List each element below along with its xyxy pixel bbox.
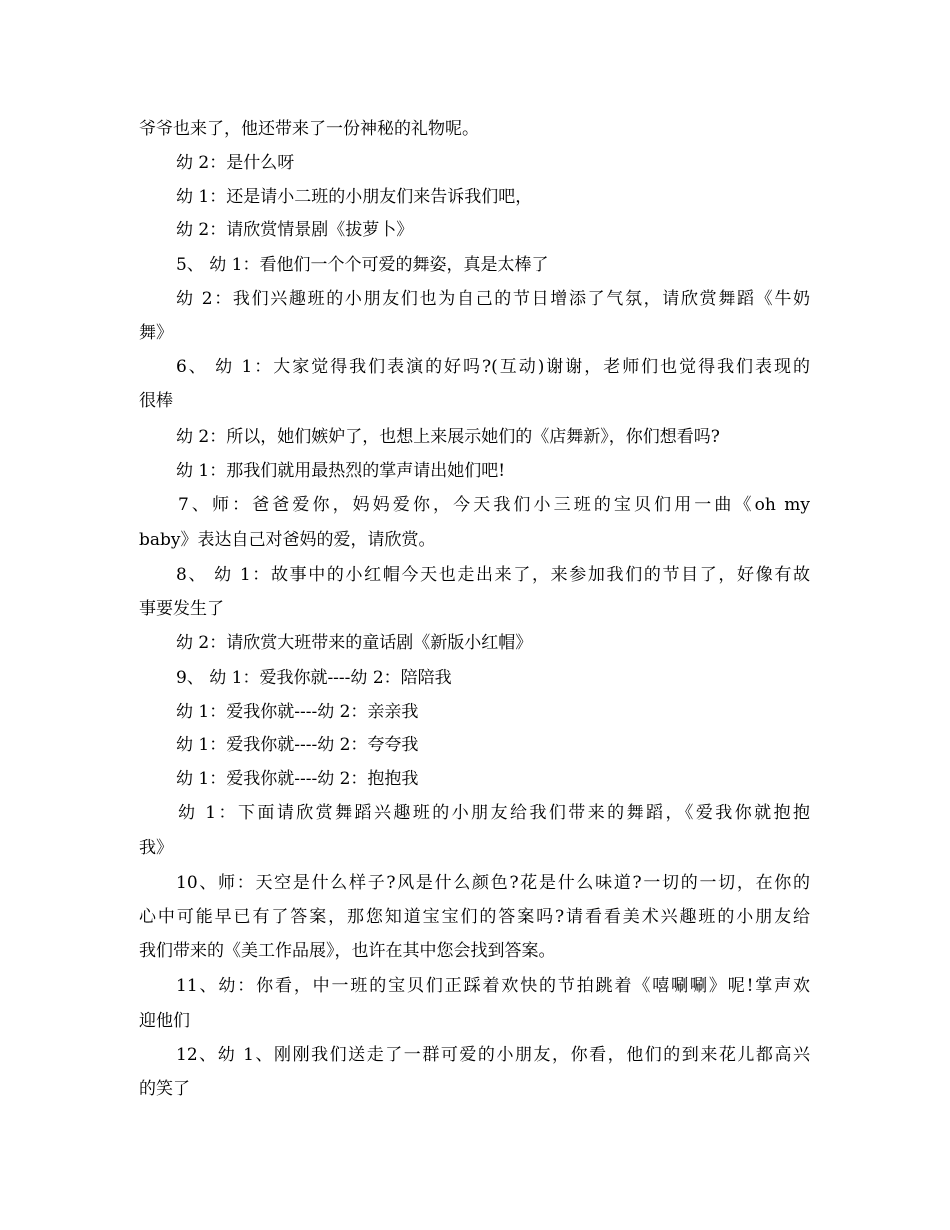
text-line: 迎他们 xyxy=(139,1011,190,1031)
text-line: 的笑了 xyxy=(139,1079,190,1099)
text-line: 幼 1：下面请欣赏舞蹈兴趣班的小朋友给我们带来的舞蹈，《爱我你就抱抱 xyxy=(178,803,810,823)
text-line: 心中可能早已有了答案，那您知道宝宝们的答案吗?请看看美术兴趣班的小朋友给 xyxy=(139,907,810,927)
text-line: 我》 xyxy=(139,838,173,858)
text-line: 8、 幼 1：故事中的小红帽今天也走出来了，来参加我们的节目了，好像有故 xyxy=(176,565,810,585)
text-line: 幼 2：请欣赏情景剧《拔萝卜》 xyxy=(176,220,414,240)
text-line: 5、 幼 1：看他们一个个可爱的舞姿，真是太棒了 xyxy=(176,255,549,275)
text-line: 事要发生了 xyxy=(139,599,224,619)
text-line: 舞》 xyxy=(139,323,173,343)
text-line: 幼 1：爱我你就----幼 2：夸夸我 xyxy=(176,735,419,755)
text-line: 幼 2：所以，她们嫉妒了，也想上来展示她们的《店舞新》，你们想看吗? xyxy=(176,427,720,447)
text-line: 幼 1：爱我你就----幼 2：抱抱我 xyxy=(176,769,419,789)
text-line: 幼 2：请欣赏大班带来的童话剧《新版小红帽》 xyxy=(176,633,533,653)
text-line: 很棒 xyxy=(139,391,173,411)
text-line: 我们带来的《美工作品展》，也许在其中您会找到答案。 xyxy=(139,941,556,961)
text-line: 幼 2：是什么呀 xyxy=(176,153,295,173)
text-line: 12、幼 1、刚刚我们送走了一群可爱的小朋友，你看，他们的到来花儿都高兴 xyxy=(176,1045,810,1065)
text-line: 爷爷也来了，他还带来了一份神秘的礼物呢。 xyxy=(139,119,479,139)
text-line: 幼 1：爱我你就----幼 2：亲亲我 xyxy=(176,702,419,722)
text-line: 幼 2：我们兴趣班的小朋友们也为自己的节日增添了气氛，请欣赏舞蹈《牛奶 xyxy=(176,289,810,309)
text-line: 10、师：天空是什么样子?风是什么颜色?花是什么味道?一切的一切，在你的 xyxy=(176,873,810,893)
text-line: 幼 1：那我们就用最热烈的掌声请出她们吧! xyxy=(176,461,506,481)
text-line: 11、幼：你看，中一班的宝贝们正踩着欢快的节拍跳着《嘻唰唰》呢!掌声欢 xyxy=(176,976,810,996)
text-line: 7、师：爸爸爱你，妈妈爱你，今天我们小三班的宝贝们用一曲《oh my xyxy=(178,495,810,515)
text-line: 幼 1：还是请小二班的小朋友们来告诉我们吧， xyxy=(176,187,533,207)
text-line: 9、 幼 1：爱我你就----幼 2：陪陪我 xyxy=(176,668,452,688)
text-line: baby》表达自己对爸妈的爱，请欣赏。 xyxy=(139,530,436,550)
text-line: 6、 幼 1：大家觉得我们表演的好吗?(互动)谢谢，老师们也觉得我们表现的 xyxy=(176,357,810,377)
